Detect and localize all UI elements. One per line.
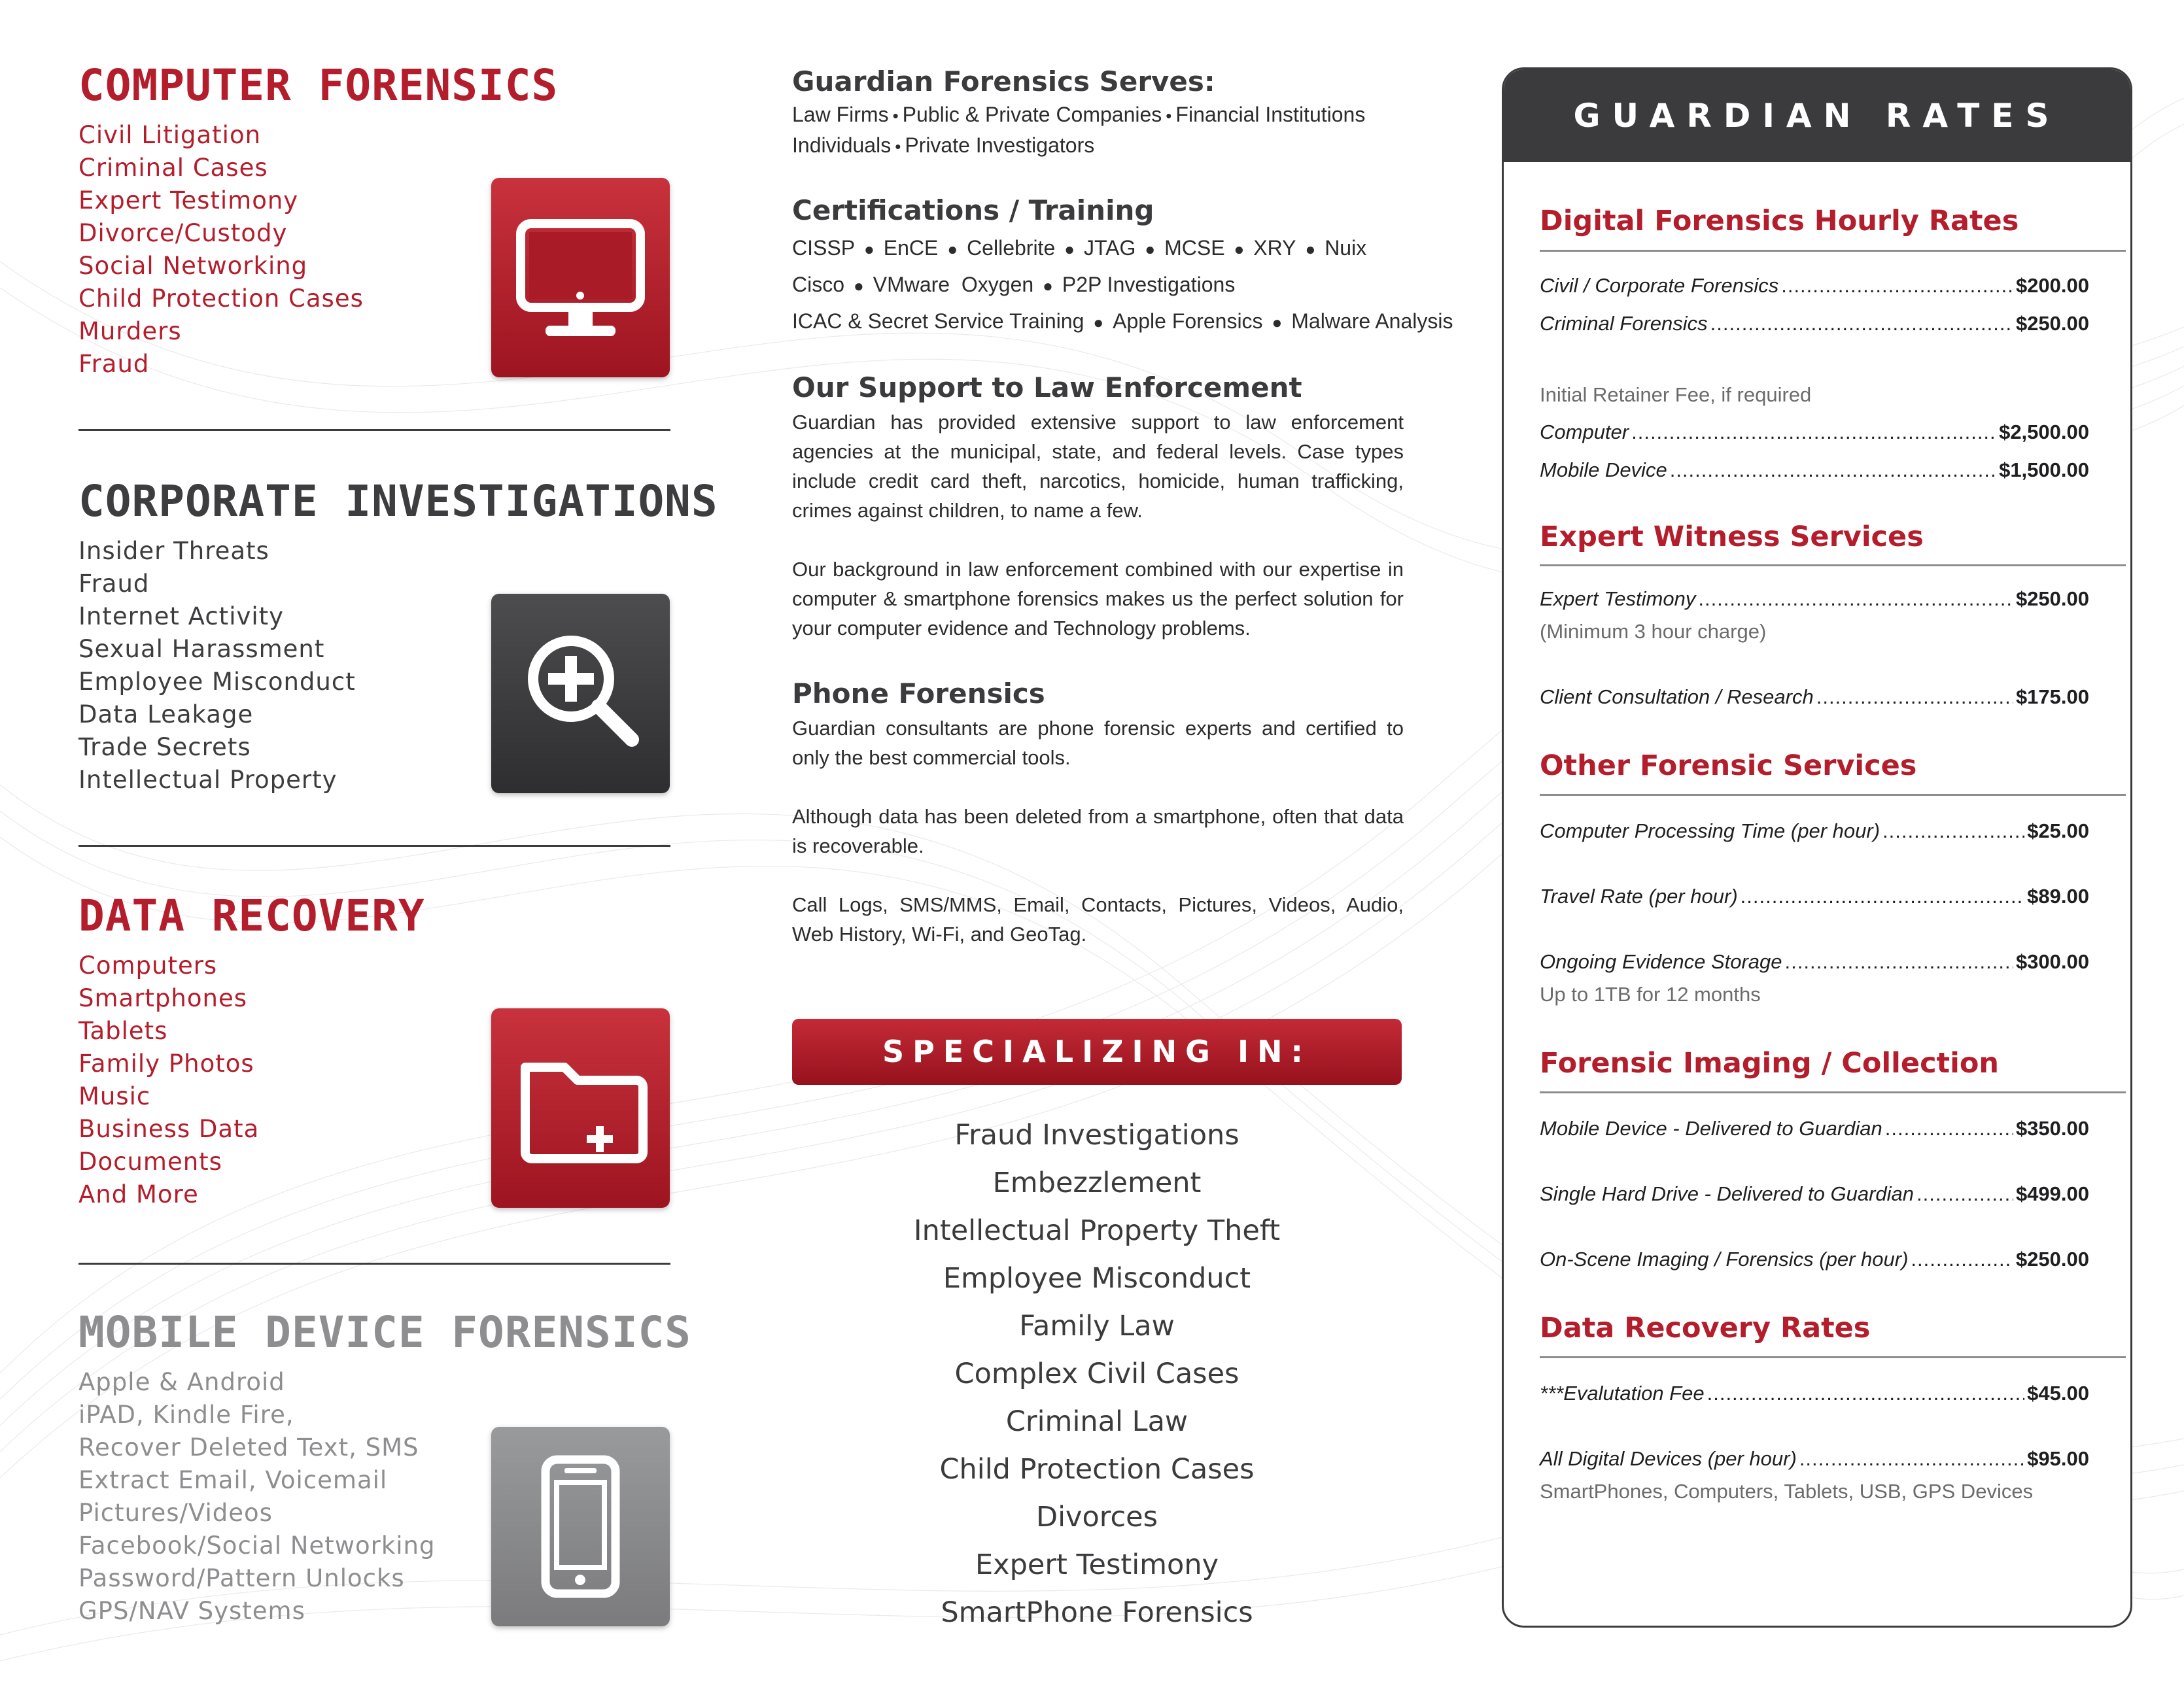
cert-item: P2P Investigations — [1062, 273, 1236, 296]
dot-leader — [1741, 885, 2025, 908]
section-rule — [1540, 1091, 2126, 1093]
rate-price: $95.00 — [2027, 1447, 2089, 1470]
list-item: Documents — [78, 1148, 222, 1176]
list-item: Murders — [78, 317, 182, 345]
bullet: ● — [947, 239, 958, 259]
bullet: ● — [1272, 313, 1283, 332]
list-item: Expert Testimony — [78, 186, 299, 214]
dot-leader — [1816, 685, 2013, 709]
rates-section-heading: Expert Witness Services — [1540, 521, 1924, 553]
list-item: Insider Threats — [78, 537, 269, 565]
rate-label: On-Scene Imaging / Forensics (per hour) — [1540, 1248, 1909, 1271]
rates-section-heading: Digital Forensics Hourly Rates — [1540, 205, 2019, 237]
section-mobile-device-forensics — [78, 1307, 691, 1634]
cert-item: CISSP — [792, 236, 856, 260]
rate-row — [1540, 274, 2089, 303]
rate-row — [1540, 685, 2089, 714]
cert-item: Cellebrite — [967, 236, 1056, 260]
serves-item: Law Firms — [792, 103, 889, 126]
list-item: Data Leakage — [78, 700, 254, 728]
list-item: And More — [78, 1180, 199, 1208]
serves-block — [792, 65, 1404, 162]
bullet: • — [895, 137, 901, 156]
serves-item: Financial Institutions — [1175, 103, 1366, 126]
rate-price: $25.00 — [2027, 819, 2089, 842]
list-item: Fraud Investigations — [954, 1119, 1239, 1152]
rate-row — [1540, 420, 2089, 449]
section-title: DATA RECOVERY — [78, 891, 425, 941]
rate-note: Up to 1TB for 12 months — [1540, 983, 1761, 1006]
rate-label: Expert Testimony — [1540, 587, 1696, 610]
list-item: Password/Pattern Unlocks — [78, 1564, 405, 1592]
rate-label: Single Hard Drive - Delivered to Guardian — [1540, 1182, 1915, 1205]
rate-label: Ongoing Evidence Storage — [1540, 950, 1782, 973]
list-item: Extract Email, Voicemail — [78, 1466, 388, 1494]
rate-row — [1540, 1117, 2089, 1146]
section-title: COMPUTER FORENSICS — [78, 60, 559, 111]
rate-row — [1540, 885, 2089, 914]
list-item: Sexual Harassment — [78, 635, 325, 663]
cert-item: EnCE — [883, 236, 939, 260]
certifications-block — [792, 194, 1453, 340]
rate-price: $2,500.00 — [1999, 420, 2089, 443]
list-item: Fraud — [78, 350, 150, 378]
rate-note: SmartPhones, Computers, Tablets, USB, GPS Devices — [1540, 1480, 2034, 1503]
dot-leader — [1707, 1382, 2025, 1405]
section-rule — [1540, 564, 2126, 566]
dot-leader — [1670, 458, 1996, 482]
rate-note: (Minimum 3 hour charge) — [1540, 620, 1767, 643]
list-item: Divorces — [1035, 1501, 1158, 1533]
certifications-heading: Certifications / Training — [792, 194, 1154, 226]
rates-section-heading: Data Recovery Rates — [1540, 1312, 1871, 1344]
section-rule — [1540, 794, 2126, 796]
rate-row — [1540, 1182, 2089, 1211]
list-item: Social Networking — [78, 252, 308, 280]
list-item: Expert Testimony — [975, 1548, 1219, 1581]
bullet: ● — [1064, 239, 1075, 259]
phone-forensics-paragraph-2: Although data has been deleted from a smartphone, often that data is recoverable. — [792, 805, 1404, 857]
rates-section-heading: Other Forensic Services — [1540, 749, 1917, 782]
service-list — [78, 119, 364, 381]
list-item: Music — [78, 1082, 151, 1110]
rate-label: Civil / Corporate Forensics — [1540, 274, 1779, 297]
bullet: ● — [1234, 239, 1245, 259]
cert-line-3 — [792, 303, 1453, 340]
list-item: Tablets — [78, 1017, 168, 1045]
bullet: ● — [1093, 313, 1104, 332]
bullet: • — [1166, 106, 1172, 126]
section-title: MOBILE DEVICE FORENSICS — [78, 1307, 691, 1358]
rate-label: Computer — [1540, 420, 1629, 443]
serves-item: Individuals — [792, 133, 892, 157]
rate-price: $89.00 — [2027, 885, 2089, 908]
list-item: Employee Misconduct — [943, 1262, 1251, 1295]
rate-row — [1540, 819, 2089, 848]
rate-row — [1540, 587, 2089, 616]
dot-leader — [1710, 312, 2013, 335]
phone-forensics-heading: Phone Forensics — [792, 677, 1045, 710]
list-item: iPAD, Kindle Fire, — [78, 1401, 294, 1429]
serves-item: Private Investigators — [905, 133, 1095, 157]
folder-plus-icon — [491, 1008, 670, 1208]
phone-forensics-paragraph-1: Guardian consultants are phone forensic experts and certified to only the best commercial tools. — [792, 717, 1404, 769]
law-enforcement-block — [792, 371, 1404, 643]
bullet: • — [892, 106, 899, 126]
rate-row — [1540, 950, 2089, 979]
dot-leader — [1799, 1447, 2024, 1471]
rate-label: ***Evalutation Fee — [1540, 1382, 1705, 1405]
list-item: Civil Litigation — [78, 121, 262, 149]
law-enforcement-heading: Our Support to Law Enforcement — [792, 371, 1302, 403]
list-item: Facebook/Social Networking — [78, 1531, 436, 1560]
smartphone-icon — [491, 1427, 670, 1626]
phone-forensics-paragraph-3: Call Logs, SMS/MMS, Email, Contacts, Pictures, Videos, Audio, Web History, Wi-Fi, and GeoTag. — [792, 893, 1404, 946]
dot-leader — [1698, 587, 2013, 611]
cert-item: Malware Analysis — [1291, 309, 1453, 333]
list-item: Smartphones — [78, 984, 247, 1012]
cert-item: Nuix — [1325, 236, 1367, 260]
list-item: Family Law — [1019, 1310, 1175, 1342]
section-rule — [1540, 1356, 2126, 1358]
bullet: ● — [1043, 276, 1053, 296]
service-list — [78, 535, 356, 796]
section-corporate-investigations — [78, 476, 718, 803]
bullet: ● — [1145, 239, 1156, 259]
bullet: ● — [854, 276, 864, 296]
list-item: Recover Deleted Text, SMS — [78, 1433, 419, 1462]
law-enforcement-paragraph-2: Our background in law enforcement combined with our expertise in computer & smartphone forensics makes us the perfect solution for your computer evidence and Technology problems. — [792, 558, 1404, 640]
serves-line-2 — [792, 131, 1404, 162]
rate-price: $250.00 — [2015, 1248, 2089, 1271]
list-item: Child Protection Cases — [939, 1453, 1255, 1486]
rates-header: GUARDIAN RATES — [1504, 69, 2130, 162]
dot-leader — [1631, 420, 1996, 444]
section-rule — [1540, 250, 2126, 252]
rate-label: Client Consultation / Research — [1540, 685, 1814, 708]
list-item: Pictures/Videos — [78, 1499, 273, 1527]
serves-item: Public & Private Companies — [902, 103, 1162, 126]
list-item: Divorce/Custody — [78, 219, 288, 247]
list-item: Complex Civil Cases — [954, 1358, 1239, 1390]
dot-leader — [1911, 1248, 2013, 1271]
rate-price: $1,500.00 — [1999, 458, 2089, 481]
rate-row — [1540, 458, 2089, 487]
rate-label: All Digital Devices (per hour) — [1540, 1447, 1797, 1470]
section-divider — [78, 845, 670, 847]
phone-forensics-block — [792, 677, 1404, 949]
dot-leader — [1885, 1117, 2013, 1140]
specializing-list — [792, 1112, 1402, 1637]
cert-item: MCSE — [1164, 236, 1225, 260]
list-item: Business Data — [78, 1115, 260, 1143]
rate-label: Criminal Forensics — [1540, 312, 1708, 335]
rate-price: $499.00 — [2015, 1182, 2089, 1205]
rate-price: $200.00 — [2015, 274, 2089, 297]
dot-leader — [1781, 274, 2013, 298]
serves-heading: Guardian Forensics Serves: — [792, 65, 1215, 97]
computer-monitor-icon — [491, 178, 670, 377]
cert-item: VMware Oxygen — [873, 273, 1034, 296]
magnifier-plus-icon — [491, 594, 670, 793]
rate-label: Travel Rate (per hour) — [1540, 885, 1738, 908]
list-item: Criminal Law — [1005, 1405, 1188, 1438]
rate-row — [1540, 1382, 2089, 1411]
cert-line-1 — [792, 230, 1404, 267]
rate-price: $175.00 — [2015, 685, 2089, 708]
list-item: Family Photos — [78, 1050, 254, 1078]
dot-leader — [1916, 1182, 2013, 1206]
list-item: Intellectual Property — [78, 766, 338, 794]
service-list — [78, 949, 259, 1211]
rate-row — [1540, 1447, 2089, 1476]
service-list — [78, 1366, 435, 1628]
dot-leader — [1882, 819, 2024, 843]
list-item: Fraud — [78, 570, 150, 598]
list-item: GPS/NAV Systems — [78, 1597, 305, 1625]
section-divider — [78, 1263, 670, 1265]
list-item: SmartPhone Forensics — [941, 1596, 1253, 1629]
bullet: ● — [1305, 239, 1316, 259]
rate-label: Computer Processing Time (per hour) — [1540, 819, 1881, 842]
list-item: Employee Misconduct — [78, 668, 356, 696]
rates-card — [1502, 67, 2132, 1628]
list-item: Apple & Android — [78, 1368, 285, 1396]
cert-item: Cisco — [792, 273, 845, 296]
section-divider — [78, 429, 670, 431]
section-title: CORPORATE INVESTIGATIONS — [78, 476, 718, 526]
section-computer-forensics — [78, 60, 670, 387]
cert-item: XRY — [1253, 236, 1296, 260]
cert-item: ICAC & Secret Service Training — [792, 309, 1084, 333]
rate-price: $45.00 — [2027, 1382, 2089, 1405]
rate-price: $350.00 — [2015, 1117, 2089, 1140]
cert-item: JTAG — [1083, 236, 1136, 260]
list-item: Intellectual Property Theft — [913, 1214, 1281, 1247]
list-item: Trade Secrets — [78, 733, 251, 761]
bullet: ● — [864, 239, 875, 259]
serves-line-1 — [792, 100, 1404, 131]
dot-leader — [1785, 950, 2013, 974]
rate-label: Mobile Device - Delivered to Guardian — [1540, 1117, 1882, 1140]
list-item: Computers — [78, 951, 218, 980]
list-item: Internet Activity — [78, 602, 285, 630]
rates-section-heading: Forensic Imaging / Collection — [1540, 1047, 2000, 1080]
retainer-note: Initial Retainer Fee, if required — [1540, 383, 1812, 406]
list-item: Embezzlement — [992, 1167, 1202, 1199]
list-item: Child Protection Cases — [78, 284, 364, 313]
cert-line-2 — [792, 267, 1404, 303]
rate-price: $300.00 — [2015, 950, 2089, 973]
rate-price: $250.00 — [2015, 312, 2089, 335]
rate-row — [1540, 1248, 2089, 1276]
rate-price: $250.00 — [2015, 587, 2089, 610]
rate-row — [1540, 312, 2089, 341]
list-item: Criminal Cases — [78, 154, 268, 182]
rate-label: Mobile Device — [1540, 458, 1667, 481]
cert-item: Apple Forensics — [1113, 309, 1263, 333]
law-enforcement-paragraph-1: Guardian has provided extensive support to law enforcement agencies at the municipal, state, and federal levels. Case types include credit card theft, narcotics, homicide, human trafficking, crimes against children, to name a few. — [792, 411, 1404, 522]
section-data-recovery — [78, 891, 670, 1218]
specializing-banner: SPECIALIZING IN: — [792, 1019, 1402, 1085]
